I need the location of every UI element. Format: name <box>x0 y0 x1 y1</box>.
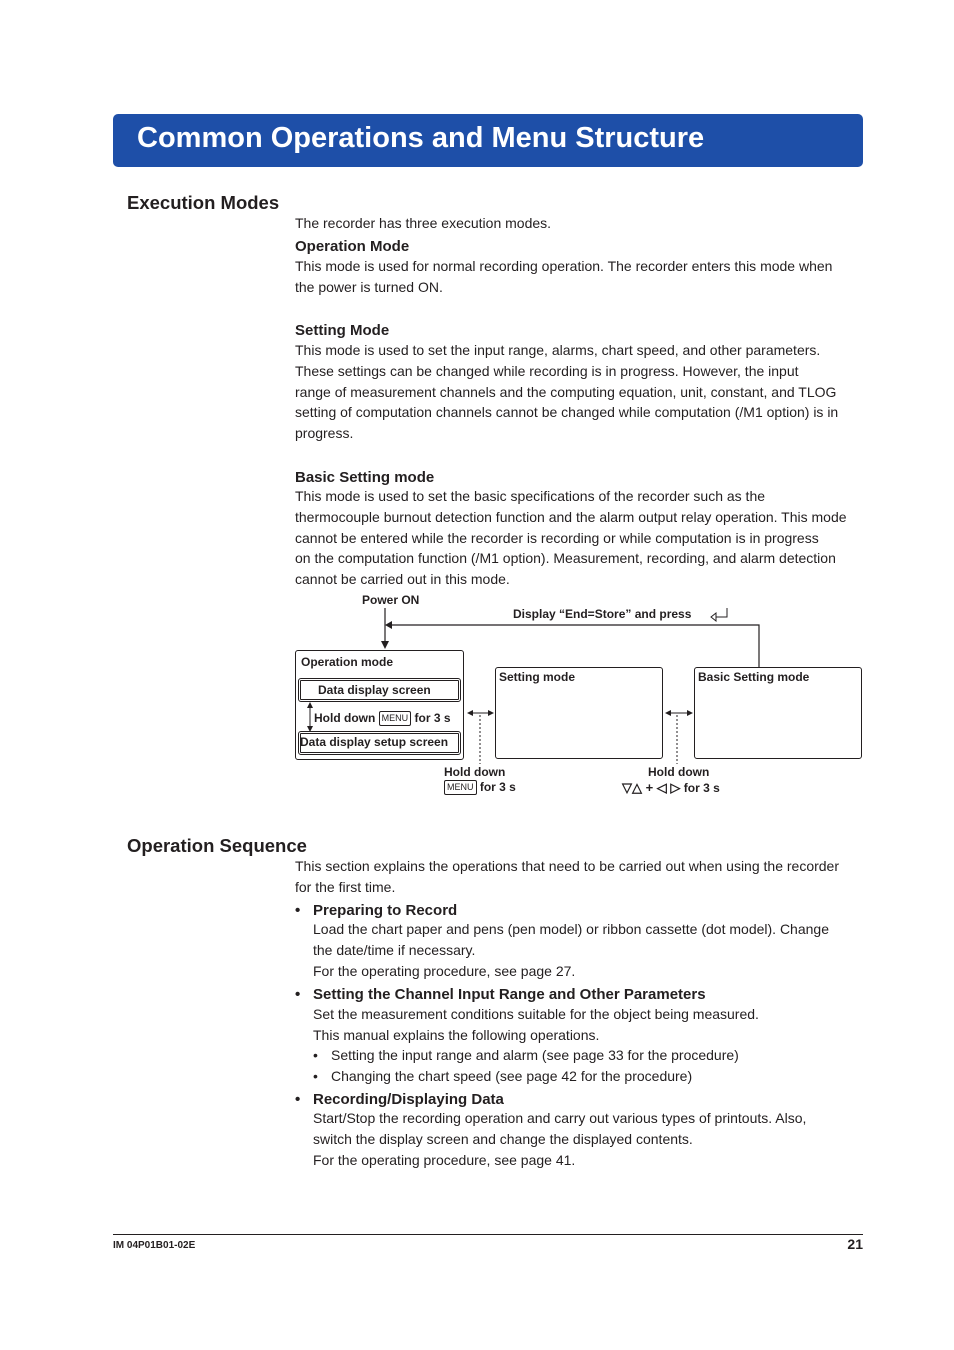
channel-setting-text: Set the measurement conditions suitable for the object being measured. This manual explains the following operations. <box>313 1006 759 1043</box>
list-item: • Changing the chart speed (see page 42 for the procedure) <box>313 1067 693 1084</box>
preparing-text: Load the chart paper and pens (pen model) or ribbon cassette (dot model). Change the date/time if necessary. For the operating procedure, see page 27. <box>313 921 829 979</box>
page-title: Common Operations and Menu Structure <box>137 122 705 154</box>
menu-3s-caption: MENU for 3 s <box>444 780 516 795</box>
data-display-setup-label: Data display setup screen <box>300 735 449 749</box>
operation-mode-heading: Operation Mode <box>295 238 410 255</box>
inner-hold-down: Hold down MENU for 3 s <box>314 711 451 725</box>
arrow-keys-caption: ▽△ + ◁ ▷ for 3 s <box>622 780 720 795</box>
menu-key-icon: MENU <box>444 780 477 795</box>
list-item: • Setting the input range and alarm (see page 33 for the procedure) <box>313 1047 739 1063</box>
sequence-intro: This section explains the operations that need to be carried out when using the recorder for the first time. <box>295 858 839 895</box>
return-arrow-head <box>385 621 392 629</box>
power-on-label: Power ON <box>362 593 420 607</box>
setting-mode-text: This mode is used to set the input range, alarms, chart speed, and other parameters. These settings can be changed while recording is in progress. However, the input range of measurement channels and the computing equation, unit, constant, and TLOG setting of computation channels cannot be changed while computation (/M1 option) is in progress. <box>295 342 839 442</box>
basic-setting-mode-box-title: Basic Setting mode <box>698 670 810 684</box>
basic-setting-mode-heading: Basic Setting mode <box>295 469 435 486</box>
channel-setting-subitems <box>313 1045 739 1087</box>
menu-key-icon: MENU <box>379 711 412 726</box>
store-label: Display “End=Store” and press <box>513 607 692 621</box>
operation-mode-text: This mode is used for normal recording operation. The recorder enters this mode when the power is turned ON. <box>295 258 833 295</box>
basic-setting-mode-text: This mode is used to set the basic specifications of the recorder such as the thermocouple burnout detection function and the alarm output relay operation. This mode cannot be entered while the recorder is recording or while computation is in progress on the computation function (/M1 option). Measurement, recording, and alarm detection cannot be carried out in this mode. <box>295 488 847 588</box>
hold-down-caption-2: Hold down <box>648 765 710 779</box>
preparing-heading: • Preparing to Record <box>295 902 458 919</box>
recording-heading: • Recording/Displaying Data <box>295 1091 504 1108</box>
arrow-keys-icon: ▽△ + ◁ ▷ <box>622 780 681 795</box>
enter-key-icon <box>711 608 727 621</box>
channel-setting-heading: • Setting the Channel Input Range and Other Parameters <box>295 986 706 1003</box>
recording-text: Start/Stop the recording operation and carry out various types of printouts. Also, switch the display screen and change the displayed contents. For the operating procedure, see page 41. <box>313 1110 807 1168</box>
execution-intro: The recorder has three execution modes. <box>295 215 552 231</box>
operation-sequence-heading: Operation Sequence <box>127 835 307 856</box>
data-display-screen-label: Data display screen <box>318 683 431 697</box>
power-on-arrow-head <box>381 641 389 649</box>
operation-mode-box-title: Operation mode <box>301 655 394 669</box>
setting-mode-box-title: Setting mode <box>499 670 576 684</box>
document-id: IM 04P01B01-02E <box>113 1240 196 1251</box>
execution-modes-heading: Execution Modes <box>127 192 280 213</box>
page-number: 21 <box>847 1236 863 1252</box>
footer-rule <box>113 1234 863 1235</box>
hold-down-caption-1: Hold down <box>444 765 506 779</box>
setting-mode-heading: Setting Mode <box>295 322 390 339</box>
